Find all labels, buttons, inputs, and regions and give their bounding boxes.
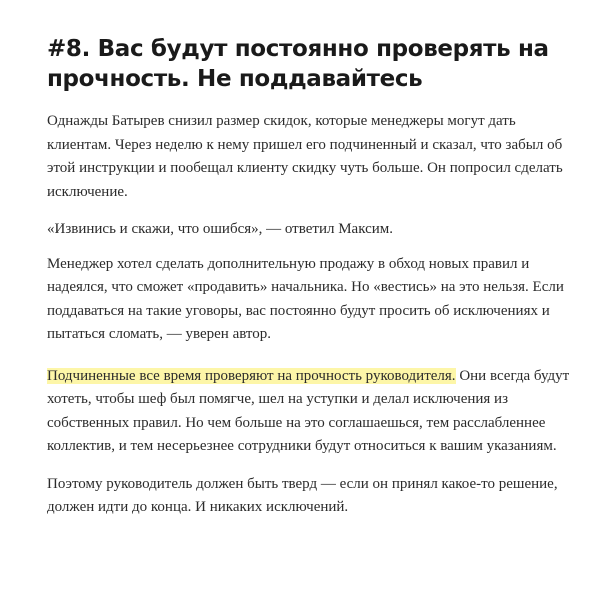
paragraph-1: Однажды Батырев снизил размер скидок, которые менеджеры могут дать клиентам. Через неделю к нему пришел его подчиненный и сказал, что забыл об этой инструкции и пообещал клиенту скидку чуть больше. Он попросил сделать исключение. [47, 113, 563, 200]
paragraph-4-rest: Они всегда будут хотеть, чтобы шеф был помягче, шел на уступки и делал исключения из собственных правил. Но чем больше на это соглашаешься, тем расслабленнее коллектив, и тем несерьезнее сотрудники будут относиться к вашим указаниям. [47, 367, 570, 454]
article-title: #8. Вас будут постоянно проверять на прочность. Не поддавайтесь [47, 36, 549, 92]
paragraph-5: Поэтому руководитель должен быть тверд — если он принял какое-то решение, должен идти до конца. И никаких исключений. [47, 475, 558, 515]
paragraph-4 [47, 365, 577, 459]
highlighted-sentence: Подчиненные все время проверяют на прочность руководителя. [47, 367, 456, 384]
article [47, 34, 577, 533]
paragraph-3: Менеджер хотел сделать дополнительную продажу в обход новых правил и надеялся, что сможет «продавить» начальника. Но «вестись» на это нельзя. Если поддаваться на такие уговоры, вас постоянно будут просить об исключениях и пытаться сломать, — уверен автор. [47, 255, 564, 342]
paragraph-2-quote: «Извинись и скажи, что ошибся», — ответил Максим. [47, 221, 394, 237]
